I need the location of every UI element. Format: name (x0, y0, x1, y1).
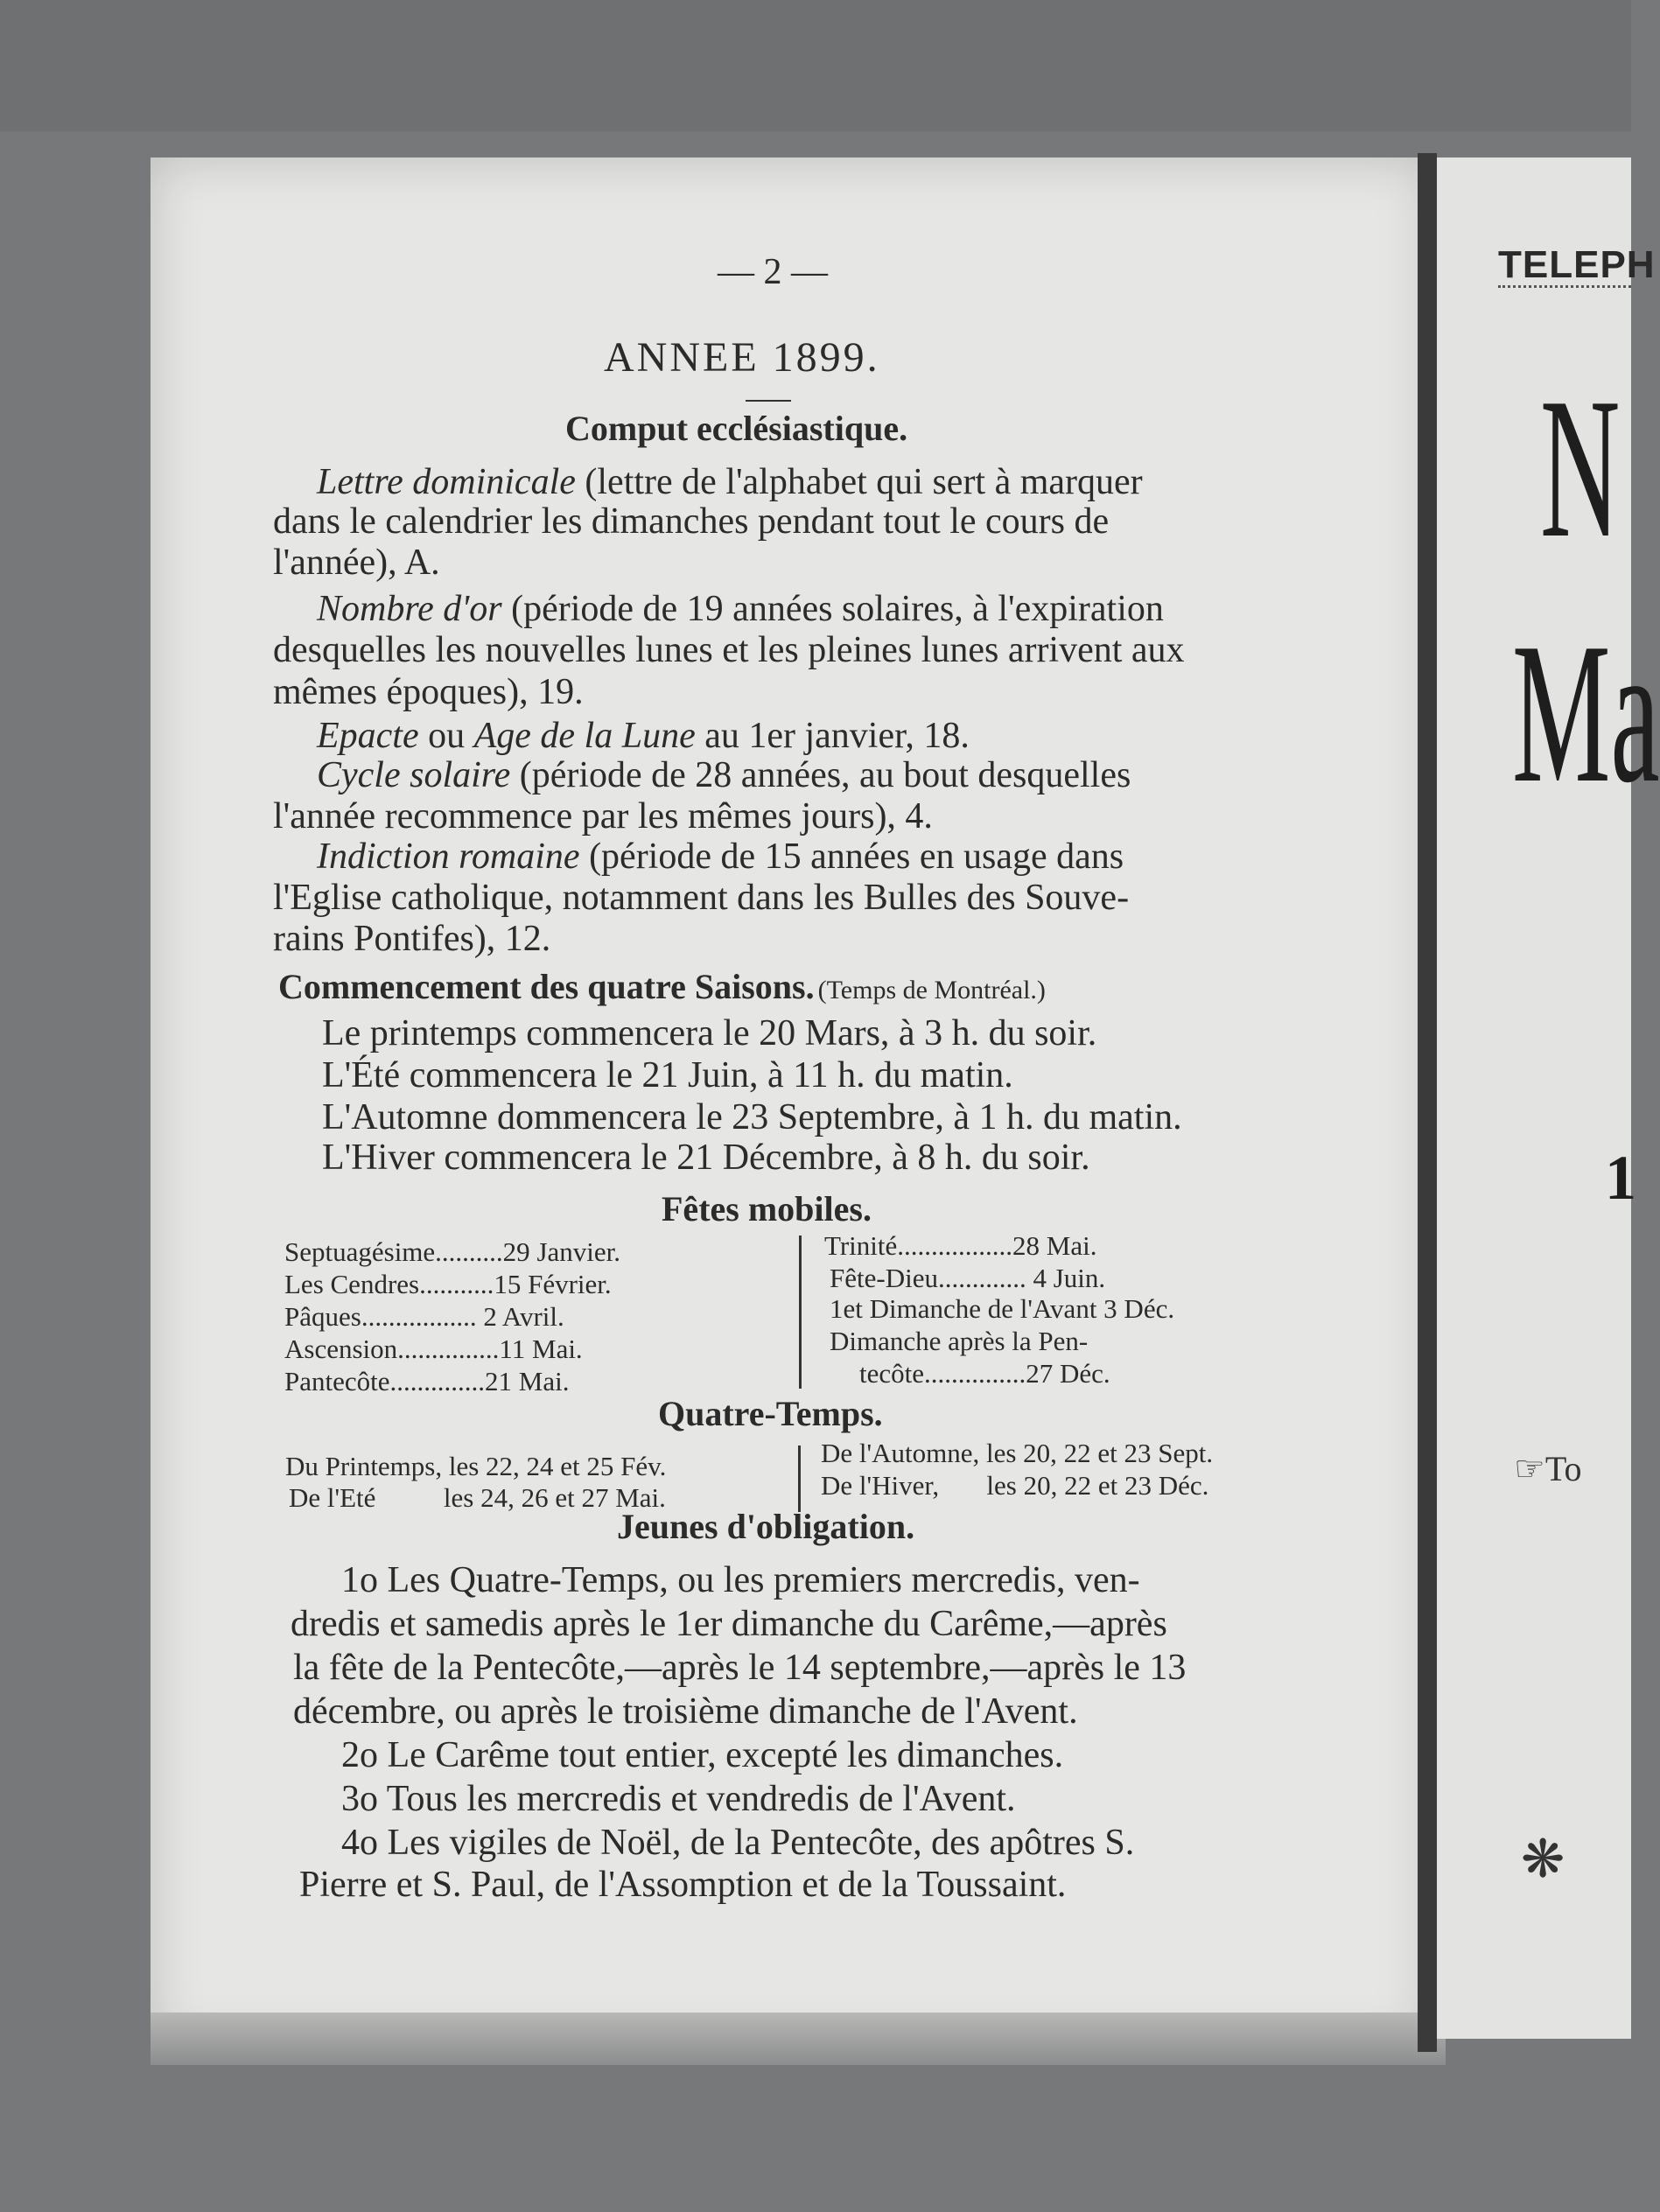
comput-line-10-text: (période de 15 années en usage dans (589, 836, 1124, 877)
comput-line-8-text: (période de 28 années, au bout desquelles (519, 755, 1131, 795)
fete-left-5 (284, 1368, 569, 1395)
comput-line-7-ou: ou (428, 716, 466, 756)
qt-right-1: De l'Automne, les 20, 22 et 23 Sept. (821, 1438, 1214, 1468)
quatre-temps-heading: Quatre-Temps. (658, 1394, 883, 1433)
fete-left-5-label: Pantecôte..............21 (284, 1366, 513, 1396)
qt-divider (798, 1446, 801, 1512)
fete-right-2: Fête-Dieu............. 4 Juin. (830, 1263, 1106, 1293)
saison-line-1: Le printemps commencera le 20 Mars, à 3 h. du soir. (322, 1013, 1097, 1054)
fete-right-1: Trinité.................28 Mai. (824, 1230, 1097, 1261)
jeunes-line-6: 3o Tous les mercredis et vendredis de l'Avent. (341, 1779, 1016, 1819)
epacte: Epacte (317, 716, 419, 756)
fete-left-3 (284, 1303, 564, 1330)
fete-left-1-label: Septuagésime..........29 (284, 1236, 530, 1267)
nombre-d-or: Nombre d'or (317, 589, 502, 629)
fete-left-5-value: Mai. (518, 1366, 570, 1396)
fete-left-4-value: Mai. (532, 1334, 583, 1364)
fetes-heading: Fêtes mobiles. (662, 1189, 872, 1228)
comput-line-6: mêmes époques), 19. (273, 672, 584, 712)
saison-line-3: L'Automne dommencera le 23 Septembre, à 1 h. du matin. (322, 1097, 1182, 1138)
jeunes-line-2: dredis et samedis après le 1er dimanche du Carême,—après (291, 1604, 1167, 1644)
right-big-letter: N (1540, 356, 1621, 579)
cycle-solaire: Cycle solaire (317, 755, 511, 795)
fete-right-5: tecôte...............27 Déc. (859, 1358, 1110, 1389)
page-number: — 2 — (718, 252, 828, 292)
lettre-dominicale: Lettre dominicale (317, 462, 576, 502)
fete-left-1-value: Janvier. (536, 1236, 620, 1267)
comput-heading: Comput ecclésiastique. (565, 409, 908, 448)
jeunes-line-8: Pierre et S. Paul, de l'Assomption et de la Toussaint. (299, 1865, 1067, 1905)
saisons-heading-line (278, 967, 1046, 1006)
saison-line-4: L'Hiver commencera le 21 Décembre, à 8 h. du soir. (322, 1138, 1090, 1178)
fete-left-4 (284, 1335, 583, 1362)
right-pointing-hand-text: ☞To (1514, 1449, 1582, 1488)
comput-line-8 (317, 757, 1131, 794)
title-rule (746, 400, 791, 402)
comput-line-4-text: (période de 19 années solaires, à l'expiration (511, 589, 1164, 629)
saisons-heading: Commencement des quatre Saisons. (278, 967, 815, 1006)
right-telephone-text: TELEPH (1498, 243, 1656, 286)
fete-right-4: Dimanche après la Pen- (830, 1326, 1089, 1356)
jeunes-line-4: décembre, ou après le troisième dimanche de l'Avent. (293, 1691, 1078, 1732)
fete-left-2 (284, 1270, 612, 1298)
right-number: 1 (1605, 1143, 1636, 1213)
book-spine (1418, 153, 1437, 2052)
comput-line-12: rains Pontifes), 12. (273, 919, 551, 959)
right-big-letters: Ma (1512, 601, 1660, 824)
fete-left-4-label: Ascension...............11 (284, 1334, 526, 1364)
comput-line-1-text: (lettre de l'alphabet qui sert à marquer (585, 462, 1143, 502)
jeunes-heading: Jeunes d'obligation. (617, 1507, 915, 1546)
comput-line-3: l'année), A. (273, 542, 440, 583)
comput-line-7-text: au 1er janvier, 18. (704, 716, 970, 756)
jeunes-line-3: la fête de la Pentecôte,—après le 14 septembre,—après le 13 (293, 1648, 1187, 1688)
fete-left-3-label: Pâques................. 2 (284, 1301, 497, 1332)
page-title: ANNEE 1899. (604, 334, 880, 381)
right-ornament-icon: ❋ (1521, 1830, 1565, 1888)
saisons-note: (Temps de Montréal.) (817, 976, 1046, 1004)
fete-left-1 (284, 1238, 620, 1265)
qt-left-1: Du Printemps, les 22, 24 et 25 Fév. (285, 1451, 667, 1481)
scan-background (0, 0, 1631, 131)
age-de-la-lune: Age de la Lune (473, 716, 696, 756)
fete-left-3-value: Avril. (501, 1301, 564, 1332)
qt-right-2: De l'Hiver, les 20, 22 et 23 Déc. (821, 1470, 1209, 1501)
indiction-romaine: Indiction romaine (317, 836, 580, 877)
page-shadow (151, 2012, 1446, 2065)
fete-left-2-label: Les Cendres...........15 (284, 1269, 522, 1299)
qt-left-2: De l'Eté les 24, 26 et 27 Mai. (289, 1482, 666, 1513)
comput-line-11: l'Eglise catholique, notamment dans les Bulles des Souve- (273, 878, 1130, 918)
saison-line-2: L'Été commencera le 21 Juin, à 11 h. du matin. (322, 1055, 1013, 1096)
right-dotted-rule (1498, 285, 1631, 288)
comput-line-5: desquelles les nouvelles lunes et les pleines lunes arrivent aux (273, 630, 1185, 670)
comput-line-10 (317, 838, 1124, 875)
fetes-divider (799, 1236, 802, 1389)
comput-line-2: dans le calendrier les dimanches pendant tout le cours de (273, 501, 1110, 542)
jeunes-line-5: 2o Le Carême tout entier, excepté les dimanches. (341, 1735, 1064, 1775)
comput-line-9: l'année recommence par les mêmes jours), 4. (273, 796, 933, 836)
comput-line-4 (317, 591, 1164, 627)
jeunes-line-7: 4o Les vigiles de Noël, de la Pentecôte, des apôtres S. (341, 1823, 1135, 1863)
fete-left-2-value: Février. (528, 1269, 612, 1299)
jeunes-line-1: 1o Les Quatre-Temps, ou les premiers mercredis, ven- (341, 1560, 1140, 1600)
fete-right-3: 1et Dimanche de l'Avant 3 Déc. (830, 1293, 1175, 1324)
comput-line-1 (317, 464, 1143, 500)
comput-line-7 (317, 718, 970, 754)
